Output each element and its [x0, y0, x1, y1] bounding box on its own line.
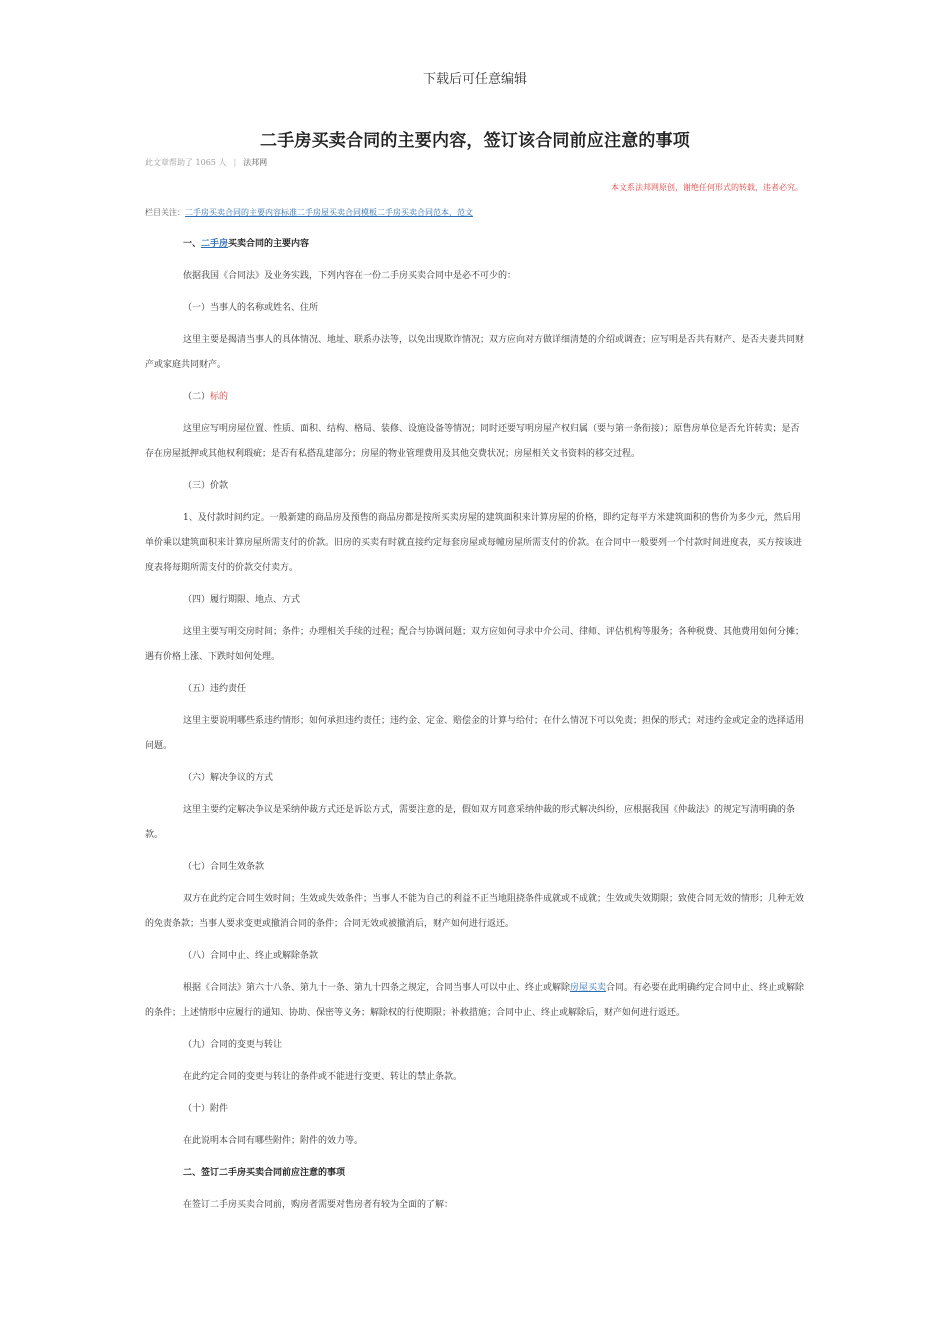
- item-heading-6: （六）解决争议的方式: [183, 773, 274, 783]
- item-paragraph-10: 在此说明本合同有哪些附件；附件的效力等。: [183, 1136, 364, 1146]
- item-heading-1: （一）当事人的名称或姓名、住所: [183, 303, 319, 313]
- item-paragraph-4: 这里主要写明交房时间；条件；办理相关手续的过程；配合与协调问题；双方应如何寻求中介公司、律师、评估机构等服务；各种税费、其他费用如何分摊；遇有价格上涨、下跌时如何处理。: [145, 627, 805, 662]
- item-heading-4: （四）履行期限、地点、方式: [183, 595, 301, 605]
- item-paragraph-1: 这里主要是揭清当事人的具体情况、地址、联系办法等，以免出现欺诈情况；双方应向对方做详细清楚的介绍或调查；应写明是否共有财产、是否夫妻共同财产或家庭共同财产。: [145, 335, 805, 370]
- item-prefix-2: （二）: [183, 392, 211, 402]
- secondhand-house-link[interactable]: 二手房: [201, 239, 229, 249]
- item-paragraph-9: 在此约定合同的变更与转让的条件或不能进行变更、转让的禁止条款。: [183, 1072, 463, 1082]
- article-title: 二手房买卖合同的主要内容，签订该合同前应注意的事项: [260, 131, 690, 151]
- article-body: [145, 232, 805, 1225]
- house-sale-link[interactable]: 房屋买卖: [570, 983, 607, 993]
- item-paragraph-2: 这里应写明房屋位置、性质、面积、结构、格局、装修、设施设备等情况；同时还要写明房屋产权归属（要与第一条衔接）；原售房单位是否允许转卖；是否存在房屋抵押或其他权利瑕疵；是否有私搭乱建部分；房屋的物业管理费用及其他交费状况；房屋相关文书资料的移交过程。: [145, 424, 800, 459]
- section-heading-1: [145, 232, 805, 264]
- item-heading-8: （八）合同中止、终止或解除条款: [183, 951, 319, 961]
- item-heading-7: （七）合同生效条款: [183, 862, 265, 872]
- item-paragraph-8-b: 合同。有必要在此明确约定合同中止、终止或解除的条件；上述情形中应履行的通知、协助、保密等义务；解除权的行使期限；补救措施；合同中止、终止或解除后，财产如何进行返还。: [145, 983, 805, 1018]
- source-site: 法邦网: [243, 158, 268, 167]
- section-2-paragraph: 在签订二手房买卖合同前，购房者需要对售房者有较为全面的了解：: [183, 1200, 454, 1210]
- item-paragraph-5: 这里主要说明哪些系违约情形；如何承担违约责任；违约金、定金、赔偿金的计算与给付；在什么情况下可以免责；担保的形式；对违约金或定金的选择适用问题。: [145, 716, 805, 751]
- topics-bar: [145, 207, 473, 218]
- item-paragraph-8-a: 根据《合同法》第六十八条、第九十一条、第九十四条之规定，合同当事人可以中止、终止或解除: [183, 983, 571, 993]
- item-paragraph-8: [145, 976, 805, 1026]
- intro-paragraph: 依据我国《合同法》及业务实践，下列内容在一份二手房买卖合同中是必不可少的：: [183, 271, 517, 281]
- item-paragraph-6: 这里主要约定解决争议是采纳仲裁方式还是诉讼方式，需要注意的是，假如双方同意采纳仲裁的形式解决纠纷，应根据我国《仲裁法》的规定写清明确的条款。: [145, 805, 796, 840]
- page-header: 下载后可任意编辑: [422, 72, 527, 87]
- section-heading-text: 买卖合同的主要内容: [228, 239, 310, 249]
- item-paragraph-7: 双方在此约定合同生效时间；生效或失效条件；当事人不能为自己的利益不正当地阻挠条件成就或不成就；生效或失效期限；致使合同无效的情形；几种无效的免责条款；当事人要求变更或撤消合同的条件；合同无效或被撤消后，财产如何进行返还。: [145, 894, 805, 929]
- item-heading-3: （三）价款: [183, 481, 229, 491]
- view-count: 此文章帮助了 1065 人: [145, 158, 227, 167]
- topics-links[interactable]: 二手房买卖合同的主要内容标准二手房屋买卖合同模板二手房买卖合同范本，范文: [185, 208, 473, 217]
- section-prefix: 一、: [183, 239, 202, 249]
- copyright-notice: 本文系法邦网原创，谢绝任何形式的转载，违者必究。: [611, 183, 803, 192]
- meta-separator: |: [233, 158, 237, 167]
- item-paragraph-3: 1、及付款时间约定。一般新建的商品房及预售的商品房都是按所买卖房屋的建筑面积来计算房屋的价格，即约定每平方米建筑面积的售价为多少元，然后用单价乘以建筑面积来计算房屋所需支付的价款。旧房的买卖有时就直接约定每套房屋或每幢房屋所需支付的价款。在合同中一般要列一个付款时间进度表，买方按该进度表将每期所需支付的价款交付卖方。: [145, 513, 803, 573]
- article-meta: [145, 157, 267, 168]
- item-heading-5: （五）违约责任: [183, 684, 247, 694]
- item-heading-9: （九）合同的变更与转让: [183, 1040, 283, 1050]
- section-heading-2: 二、签订二手房买卖合同前应注意的事项: [183, 1168, 346, 1178]
- topics-label: 栏目关注：: [145, 208, 185, 217]
- item-heading-10: （十）附件: [183, 1104, 229, 1114]
- item-heading-2: [145, 385, 805, 417]
- subject-highlight: 标的: [210, 392, 229, 402]
